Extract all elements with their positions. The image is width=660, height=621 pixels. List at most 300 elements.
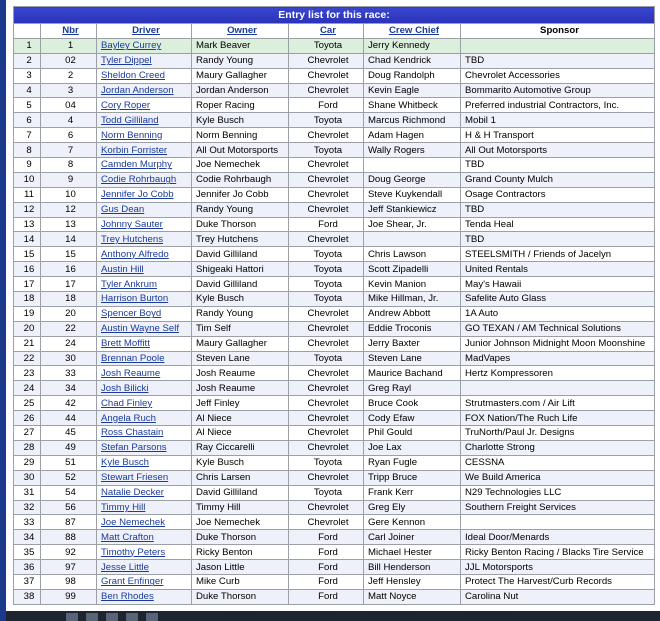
table-row — [14, 292, 655, 307]
row-index-cell: 4 — [14, 83, 41, 98]
row-index-header — [14, 24, 41, 39]
sponsor-cell: TBD — [461, 53, 655, 68]
driver-link[interactable]: Anthony Alfredo — [97, 247, 192, 262]
crew-chief-cell: Andrew Abbott — [364, 306, 461, 321]
driver-link[interactable]: Spencer Boyd — [97, 306, 192, 321]
car-make-cell: Chevrolet — [289, 172, 364, 187]
driver-link[interactable]: Brennan Poole — [97, 351, 192, 366]
row-index-cell: 2 — [14, 53, 41, 68]
table-row — [14, 53, 655, 68]
driver-link[interactable]: Cory Roper — [97, 98, 192, 113]
owner-cell: David Gilliland — [192, 277, 289, 292]
car-number-cell: 2 — [41, 68, 97, 83]
row-index-cell: 5 — [14, 98, 41, 113]
crew-chief-cell: Wally Rogers — [364, 143, 461, 158]
driver-link[interactable]: Camden Murphy — [97, 158, 192, 173]
sponsor-cell — [461, 381, 655, 396]
table-row — [14, 470, 655, 485]
car-make-cell: Chevrolet — [289, 53, 364, 68]
car-number-cell: 30 — [41, 351, 97, 366]
driver-link[interactable]: Stefan Parsons — [97, 440, 192, 455]
car-make-cell: Chevrolet — [289, 232, 364, 247]
crew-chief-cell: Greg Rayl — [364, 381, 461, 396]
row-index-cell: 16 — [14, 262, 41, 277]
row-index-cell: 15 — [14, 247, 41, 262]
sponsor-cell: Southern Freight Services — [461, 500, 655, 515]
driver-link[interactable]: Timmy Hill — [97, 500, 192, 515]
sponsor-cell: All Out Motorsports — [461, 143, 655, 158]
sort-driver-link[interactable]: Driver — [97, 24, 192, 39]
crew-chief-cell: Steven Lane — [364, 351, 461, 366]
crew-chief-cell: Gere Kennon — [364, 515, 461, 530]
owner-cell: Duke Thorson — [192, 217, 289, 232]
sponsor-cell: Safelite Auto Glass — [461, 292, 655, 307]
row-index-cell: 14 — [14, 232, 41, 247]
crew-chief-cell: Cody Efaw — [364, 411, 461, 426]
table-row — [14, 158, 655, 173]
table-row — [14, 426, 655, 441]
table-row — [14, 455, 655, 470]
car-number-cell: 18 — [41, 292, 97, 307]
table-row — [14, 500, 655, 515]
sponsor-cell: TruNorth/Paul Jr. Designs — [461, 426, 655, 441]
sponsor-cell: Bommarito Automotive Group — [461, 83, 655, 98]
sponsor-cell: MadVapes — [461, 351, 655, 366]
driver-link[interactable]: Josh Bilicki — [97, 381, 192, 396]
table-title: Entry list for this race: — [14, 7, 655, 24]
car-number-cell: 98 — [41, 574, 97, 589]
row-index-cell: 33 — [14, 515, 41, 530]
crew-chief-cell: Maurice Bachand — [364, 366, 461, 381]
row-index-cell: 19 — [14, 306, 41, 321]
sponsor-cell: Grand County Mulch — [461, 172, 655, 187]
driver-link[interactable]: Kyle Busch — [97, 455, 192, 470]
crew-chief-cell: Jeff Stankiewicz — [364, 202, 461, 217]
sponsor-cell: CESSNA — [461, 455, 655, 470]
table-row — [14, 172, 655, 187]
owner-cell: Maury Gallagher — [192, 336, 289, 351]
table-row — [14, 411, 655, 426]
car-number-cell: 34 — [41, 381, 97, 396]
car-number-cell: 13 — [41, 217, 97, 232]
taskbar — [6, 611, 660, 621]
sponsor-cell: 1A Auto — [461, 306, 655, 321]
car-make-cell: Chevrolet — [289, 83, 364, 98]
header-row — [14, 24, 655, 39]
owner-cell: Al Niece — [192, 411, 289, 426]
car-make-cell: Toyota — [289, 455, 364, 470]
owner-cell: Jennifer Jo Cobb — [192, 187, 289, 202]
car-make-cell: Chevrolet — [289, 158, 364, 173]
table-row — [14, 232, 655, 247]
taskbar-app-icon[interactable] — [146, 613, 158, 621]
driver-link[interactable]: Joe Nemechek — [97, 515, 192, 530]
crew-chief-cell: Steve Kuykendall — [364, 187, 461, 202]
table-row — [14, 485, 655, 500]
owner-cell: Al Niece — [192, 426, 289, 441]
car-make-cell: Chevrolet — [289, 128, 364, 143]
car-number-cell: 15 — [41, 247, 97, 262]
owner-cell: David Gilliland — [192, 247, 289, 262]
row-index-cell: 13 — [14, 217, 41, 232]
driver-link[interactable]: Angela Ruch — [97, 411, 192, 426]
table-row — [14, 381, 655, 396]
table-row — [14, 277, 655, 292]
driver-link[interactable]: Josh Reaume — [97, 366, 192, 381]
sponsor-cell: H & H Transport — [461, 128, 655, 143]
owner-cell: Mark Beaver — [192, 38, 289, 53]
owner-cell: Kyle Busch — [192, 113, 289, 128]
table-row — [14, 113, 655, 128]
driver-link[interactable]: Trey Hutchens — [97, 232, 192, 247]
row-index-cell: 24 — [14, 381, 41, 396]
table-row — [14, 187, 655, 202]
sponsor-cell: Carolina Nut — [461, 589, 655, 604]
driver-link[interactable]: Korbin Forrister — [97, 143, 192, 158]
crew-chief-cell: Matt Noyce — [364, 589, 461, 604]
crew-chief-cell: Greg Ely — [364, 500, 461, 515]
driver-link[interactable]: Johnny Sauter — [97, 217, 192, 232]
taskbar-app-icon[interactable] — [66, 613, 78, 621]
table-row — [14, 589, 655, 604]
sponsor-cell: GO TEXAN / AM Technical Solutions — [461, 321, 655, 336]
driver-link[interactable]: Tyler Dippel — [97, 53, 192, 68]
sponsor-header: Sponsor — [461, 24, 655, 39]
row-index-cell: 29 — [14, 455, 41, 470]
table-row — [14, 98, 655, 113]
car-number-cell: 9 — [41, 172, 97, 187]
car-number-cell: 52 — [41, 470, 97, 485]
car-make-cell: Ford — [289, 589, 364, 604]
car-make-cell: Chevrolet — [289, 470, 364, 485]
crew-chief-cell: Frank Kerr — [364, 485, 461, 500]
crew-chief-cell: Phil Gould — [364, 426, 461, 441]
car-number-cell: 97 — [41, 560, 97, 575]
driver-link[interactable]: Jordan Anderson — [97, 83, 192, 98]
car-make-cell: Ford — [289, 217, 364, 232]
driver-link[interactable]: Brett Moffitt — [97, 336, 192, 351]
row-index-cell: 3 — [14, 68, 41, 83]
car-number-cell: 04 — [41, 98, 97, 113]
owner-cell: Codie Rohrbaugh — [192, 172, 289, 187]
owner-cell: Ricky Benton — [192, 545, 289, 560]
crew-chief-cell: Ryan Fugle — [364, 455, 461, 470]
table-row — [14, 560, 655, 575]
car-number-cell: 12 — [41, 202, 97, 217]
car-make-cell: Chevrolet — [289, 336, 364, 351]
driver-link[interactable]: Grant Enfinger — [97, 574, 192, 589]
entry-list-body — [14, 38, 655, 604]
table-row — [14, 217, 655, 232]
car-number-cell: 24 — [41, 336, 97, 351]
crew-chief-cell: Jerry Baxter — [364, 336, 461, 351]
car-make-cell: Chevrolet — [289, 68, 364, 83]
crew-chief-cell: Scott Zipadelli — [364, 262, 461, 277]
sponsor-cell — [461, 38, 655, 53]
driver-link[interactable]: Austin Wayne Self — [97, 321, 192, 336]
table-row — [14, 545, 655, 560]
driver-link[interactable]: Austin Hill — [97, 262, 192, 277]
car-number-cell: 49 — [41, 440, 97, 455]
car-make-cell: Toyota — [289, 143, 364, 158]
driver-link[interactable]: Ross Chastain — [97, 426, 192, 441]
car-make-cell: Chevrolet — [289, 411, 364, 426]
sponsor-cell: Ideal Door/Menards — [461, 530, 655, 545]
car-make-cell: Ford — [289, 98, 364, 113]
car-make-cell: Chevrolet — [289, 306, 364, 321]
owner-cell: Jordan Anderson — [192, 83, 289, 98]
row-index-cell: 6 — [14, 113, 41, 128]
owner-cell: Kyle Busch — [192, 455, 289, 470]
crew-chief-cell: Joe Lax — [364, 440, 461, 455]
crew-chief-cell: Kevin Eagle — [364, 83, 461, 98]
sponsor-cell: N29 Technologies LLC — [461, 485, 655, 500]
car-make-cell: Toyota — [289, 351, 364, 366]
crew-chief-cell — [364, 232, 461, 247]
table-row — [14, 38, 655, 53]
table-row — [14, 68, 655, 83]
driver-link[interactable]: Tyler Ankrum — [97, 277, 192, 292]
car-make-cell: Chevrolet — [289, 440, 364, 455]
owner-cell: Tim Self — [192, 321, 289, 336]
car-make-cell: Chevrolet — [289, 321, 364, 336]
driver-link[interactable]: Gus Dean — [97, 202, 192, 217]
crew-chief-cell: Jerry Kennedy — [364, 38, 461, 53]
row-index-cell: 28 — [14, 440, 41, 455]
car-number-cell: 54 — [41, 485, 97, 500]
table-row — [14, 247, 655, 262]
driver-link[interactable]: Jesse Little — [97, 560, 192, 575]
driver-link[interactable]: Sheldon Creed — [97, 68, 192, 83]
sponsor-cell: Chevrolet Accessories — [461, 68, 655, 83]
driver-link[interactable]: Todd Gilliland — [97, 113, 192, 128]
row-index-cell: 31 — [14, 485, 41, 500]
sponsor-cell: Ricky Benton Racing / Blacks Tire Service — [461, 545, 655, 560]
car-make-cell: Toyota — [289, 292, 364, 307]
owner-cell: Josh Reaume — [192, 381, 289, 396]
car-number-cell: 10 — [41, 187, 97, 202]
driver-link[interactable]: Natalie Decker — [97, 485, 192, 500]
sponsor-cell: JJL Motorsports — [461, 560, 655, 575]
row-index-cell: 18 — [14, 292, 41, 307]
sponsor-cell: STEELSMITH / Friends of Jacelyn — [461, 247, 655, 262]
crew-chief-cell: Shane Whitbeck — [364, 98, 461, 113]
owner-cell: Mike Curb — [192, 574, 289, 589]
sponsor-cell: Protect The Harvest/Curb Records — [461, 574, 655, 589]
car-number-cell: 92 — [41, 545, 97, 560]
row-index-cell: 7 — [14, 128, 41, 143]
car-make-cell: Chevrolet — [289, 426, 364, 441]
table-row — [14, 262, 655, 277]
row-index-cell: 9 — [14, 158, 41, 173]
driver-link[interactable]: Ben Rhodes — [97, 589, 192, 604]
driver-link[interactable]: Codie Rohrbaugh — [97, 172, 192, 187]
row-index-cell: 35 — [14, 545, 41, 560]
owner-cell: Duke Thorson — [192, 530, 289, 545]
car-make-cell: Toyota — [289, 485, 364, 500]
car-make-cell: Chevrolet — [289, 381, 364, 396]
row-index-cell: 38 — [14, 589, 41, 604]
sponsor-cell: Hertz Kompressoren — [461, 366, 655, 381]
sponsor-cell: FOX Nation/The Ruch Life — [461, 411, 655, 426]
crew-chief-cell: Bruce Cook — [364, 396, 461, 411]
row-index-cell: 36 — [14, 560, 41, 575]
car-make-cell: Toyota — [289, 38, 364, 53]
car-make-cell: Toyota — [289, 262, 364, 277]
car-make-cell: Chevrolet — [289, 515, 364, 530]
sponsor-cell: Mobil 1 — [461, 113, 655, 128]
row-index-cell: 20 — [14, 321, 41, 336]
owner-cell: Kyle Busch — [192, 292, 289, 307]
sponsor-cell: Strutmasters.com / Air Lift — [461, 396, 655, 411]
driver-link[interactable]: Chad Finley — [97, 396, 192, 411]
driver-link[interactable]: Jennifer Jo Cobb — [97, 187, 192, 202]
table-row — [14, 530, 655, 545]
taskbar-app-icon[interactable] — [126, 613, 138, 621]
car-make-cell: Chevrolet — [289, 396, 364, 411]
owner-cell: Randy Young — [192, 306, 289, 321]
car-number-cell: 56 — [41, 500, 97, 515]
car-number-cell: 1 — [41, 38, 97, 53]
car-number-cell: 51 — [41, 455, 97, 470]
owner-cell: Jason Little — [192, 560, 289, 575]
crew-chief-cell: Mike Hillman, Jr. — [364, 292, 461, 307]
row-index-cell: 12 — [14, 202, 41, 217]
car-make-cell: Chevrolet — [289, 500, 364, 515]
sort-car-link[interactable]: Car — [289, 24, 364, 39]
sponsor-cell: Osage Contractors — [461, 187, 655, 202]
row-index-cell: 37 — [14, 574, 41, 589]
sort-nbr-link[interactable]: Nbr — [41, 24, 97, 39]
row-index-cell: 8 — [14, 143, 41, 158]
owner-cell: Ray Ciccarelli — [192, 440, 289, 455]
row-index-cell: 17 — [14, 277, 41, 292]
car-make-cell: Chevrolet — [289, 366, 364, 381]
car-number-cell: 88 — [41, 530, 97, 545]
owner-cell: Roper Racing — [192, 98, 289, 113]
table-row — [14, 336, 655, 351]
car-number-cell: 4 — [41, 113, 97, 128]
car-number-cell: 44 — [41, 411, 97, 426]
table-row — [14, 128, 655, 143]
table-row — [14, 351, 655, 366]
car-number-cell: 87 — [41, 515, 97, 530]
car-number-cell: 8 — [41, 158, 97, 173]
car-number-cell: 6 — [41, 128, 97, 143]
owner-cell: Timmy Hill — [192, 500, 289, 515]
car-number-cell: 7 — [41, 143, 97, 158]
car-make-cell: Toyota — [289, 247, 364, 262]
car-make-cell: Chevrolet — [289, 202, 364, 217]
row-index-cell: 23 — [14, 366, 41, 381]
crew-chief-cell: Doug George — [364, 172, 461, 187]
car-number-cell: 17 — [41, 277, 97, 292]
table-row — [14, 574, 655, 589]
car-number-cell: 22 — [41, 321, 97, 336]
car-make-cell: Toyota — [289, 113, 364, 128]
owner-cell: Duke Thorson — [192, 589, 289, 604]
driver-link[interactable]: Norm Benning — [97, 128, 192, 143]
table-row — [14, 515, 655, 530]
crew-chief-cell: Adam Hagen — [364, 128, 461, 143]
crew-chief-cell: Chris Lawson — [364, 247, 461, 262]
crew-chief-cell — [364, 158, 461, 173]
row-index-cell: 25 — [14, 396, 41, 411]
car-number-cell: 45 — [41, 426, 97, 441]
driver-link[interactable]: Timothy Peters — [97, 545, 192, 560]
row-index-cell: 32 — [14, 500, 41, 515]
owner-cell: Steven Lane — [192, 351, 289, 366]
table-row — [14, 202, 655, 217]
row-index-cell: 30 — [14, 470, 41, 485]
owner-cell: Josh Reaume — [192, 366, 289, 381]
car-number-cell: 20 — [41, 306, 97, 321]
row-index-cell: 34 — [14, 530, 41, 545]
driver-link[interactable]: Matt Crafton — [97, 530, 192, 545]
sponsor-cell: United Rentals — [461, 262, 655, 277]
car-number-cell: 14 — [41, 232, 97, 247]
row-index-cell: 11 — [14, 187, 41, 202]
car-make-cell: Toyota — [289, 277, 364, 292]
sponsor-cell: TBD — [461, 202, 655, 217]
crew-chief-cell: Marcus Richmond — [364, 113, 461, 128]
owner-cell: Chris Larsen — [192, 470, 289, 485]
crew-chief-cell: Eddie Troconis — [364, 321, 461, 336]
car-number-cell: 02 — [41, 53, 97, 68]
car-number-cell: 33 — [41, 366, 97, 381]
table-row — [14, 321, 655, 336]
table-row — [14, 366, 655, 381]
row-index-cell: 26 — [14, 411, 41, 426]
sort-crew-chief-link[interactable]: Crew Chief — [364, 24, 461, 39]
table-row — [14, 143, 655, 158]
driver-link[interactable]: Stewart Friesen — [97, 470, 192, 485]
table-row — [14, 306, 655, 321]
taskbar-app-icon[interactable] — [106, 613, 118, 621]
sponsor-cell: Preferred industrial Contractors, Inc. — [461, 98, 655, 113]
owner-cell: Shigeaki Hattori — [192, 262, 289, 277]
row-index-cell: 1 — [14, 38, 41, 53]
crew-chief-cell: Tripp Bruce — [364, 470, 461, 485]
table-row — [14, 396, 655, 411]
crew-chief-cell: Michael Hester — [364, 545, 461, 560]
owner-cell: Trey Hutchens — [192, 232, 289, 247]
driver-link[interactable]: Bayley Currey — [97, 38, 192, 53]
owner-cell: David Gilliland — [192, 485, 289, 500]
sponsor-cell: Charlotte Strong — [461, 440, 655, 455]
sponsor-cell: Junior Johnson Midnight Moon Moonshine — [461, 336, 655, 351]
table-row — [14, 440, 655, 455]
owner-cell: Norm Benning — [192, 128, 289, 143]
taskbar-app-icon[interactable] — [86, 613, 98, 621]
row-index-cell: 22 — [14, 351, 41, 366]
sort-owner-link[interactable]: Owner — [192, 24, 289, 39]
car-make-cell: Ford — [289, 530, 364, 545]
sponsor-cell — [461, 515, 655, 530]
owner-cell: Maury Gallagher — [192, 68, 289, 83]
owner-cell: Jeff Finley — [192, 396, 289, 411]
crew-chief-cell: Doug Randolph — [364, 68, 461, 83]
driver-link[interactable]: Harrison Burton — [97, 292, 192, 307]
owner-cell: Randy Young — [192, 202, 289, 217]
sponsor-cell: TBD — [461, 232, 655, 247]
car-number-cell: 42 — [41, 396, 97, 411]
owner-cell: Joe Nemechek — [192, 158, 289, 173]
car-number-cell: 3 — [41, 83, 97, 98]
car-make-cell: Ford — [289, 574, 364, 589]
entry-list-table — [13, 6, 655, 605]
crew-chief-cell: Chad Kendrick — [364, 53, 461, 68]
